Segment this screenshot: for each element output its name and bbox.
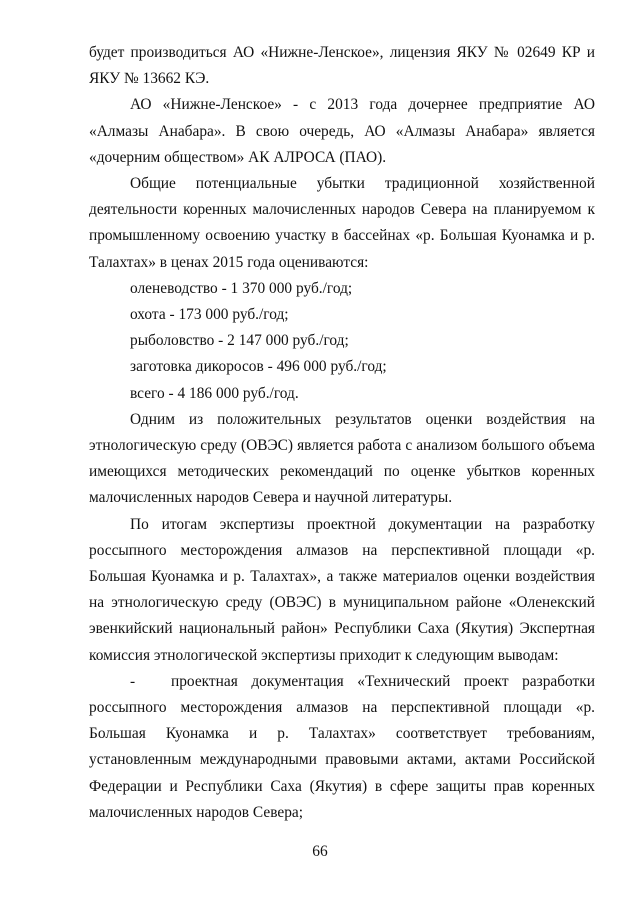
conclusion-item	[89, 669, 595, 826]
conclusion-dash: -	[130, 672, 136, 690]
losses-list	[89, 276, 595, 407]
paragraph-ovec-result: Одним из положительных результатов оценки воздействия на этнологическую среду (ОВЭС) является работа с анализом большого объема имеющихся методических рекомендаций по оценке убытков коренных малочисленных народов Севера и научной литературы.	[89, 410, 595, 507]
list-item-hunting: охота - 173 000 руб./год;	[130, 306, 289, 324]
document-page	[89, 40, 595, 826]
list-item-total: всего - 4 186 000 руб./год.	[130, 384, 299, 402]
paragraph-license: будет производиться АО «Нижне-Ленское», лицензия ЯКУ № 02649 КР и ЯКУ № 13662 КЭ.	[89, 44, 595, 88]
paragraph-subsidiary: АО «Нижне-Ленское» - с 2013 года дочернее предприятие АО «Алмазы Анабара». В свою очередь, АО «Алмазы Анабара» является «дочерним обществом» АК АЛРОСА (ПАО).	[89, 96, 595, 166]
page-number: 66	[312, 843, 328, 860]
list-item-wild-plants: заготовка дикоросов - 496 000 руб./год;	[130, 358, 387, 376]
paragraph-losses-intro: Общие потенциальные убытки традиционной хозяйственной деятельности коренных малочисленных народов Севера на планируемом к промышленному освоению участку в бассейнах «р. Большая Куонамка и р. Талахтах» в ценах 2015 года оцениваются:	[89, 175, 595, 271]
list-item-reindeer: оленеводство - 1 370 000 руб./год;	[130, 279, 353, 297]
conclusion-text: проектная документация «Технический проект разработки россыпного месторождения алмазов на перспективной площади «р. Большая Куонамка и р. Талахтах» соответствует требованиям, установленным международными правовыми актами, актами Российской Федерации и Республики Саха (Якутия) в сфере защиты прав коренных малочисленных народов Севера;	[89, 672, 595, 821]
paragraph-expertise-conclusion: По итогам экспертизы проектной документации на разработку россыпного месторождения алмазов на перспективной площади «р. Большая Куонамка и р. Талахтах», а также материалов оценки воздействия на этнологическую среду (ОВЭС) в муниципальном районе «Оленекский эвенкийский национальный район» Республики Саха (Якутия) Экспертная комиссия этнологической экспертизы приходит к следующим выводам:	[89, 515, 595, 664]
list-item-fishing: рыболовство - 2 147 000 руб./год;	[130, 332, 349, 350]
